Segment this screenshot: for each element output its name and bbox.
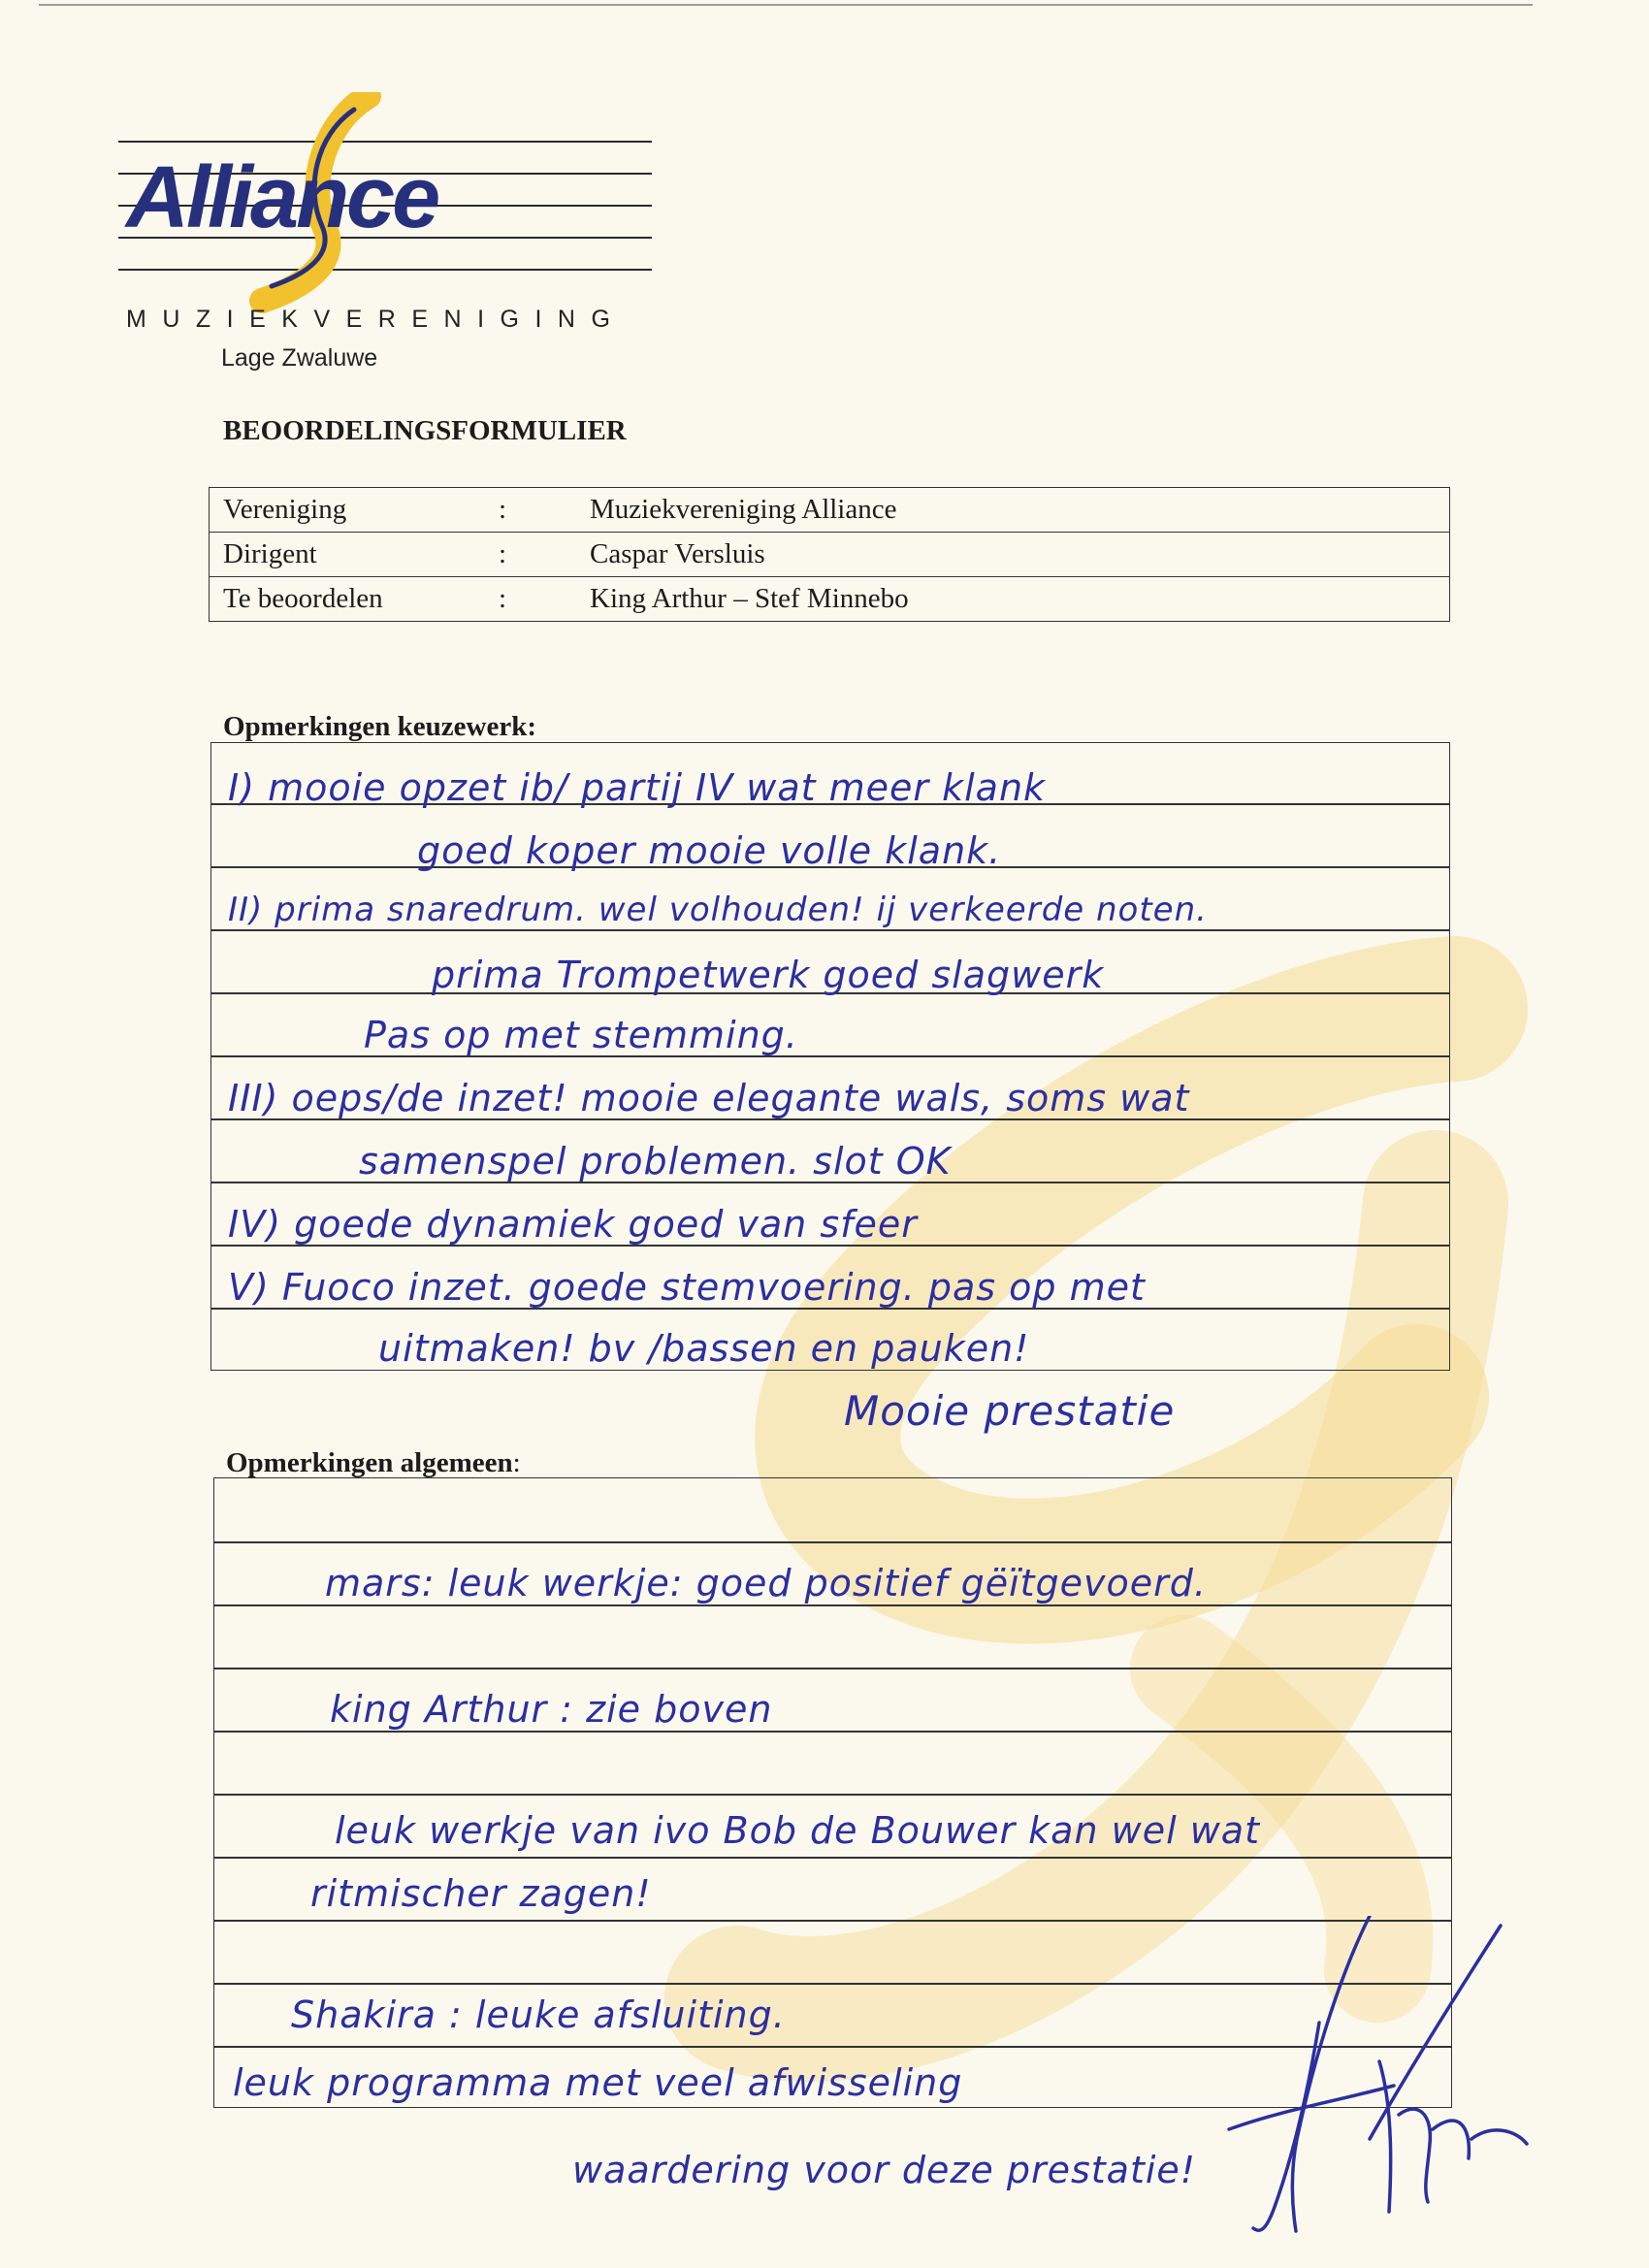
keuzewerk-line-8: IV) goede dynamiek goed van sfeer bbox=[228, 1203, 918, 1246]
keuzewerk-line-2: goed koper mooie volle klank. bbox=[417, 829, 1002, 872]
algemeen-closing-remark: waardering voor deze prestatie! bbox=[572, 2149, 1197, 2191]
info-row-te-beoordelen bbox=[210, 577, 1450, 622]
keuzewerk-heading bbox=[223, 711, 536, 743]
algemeen-line-1: mars: leuk werkje: goed positief gëïtgevoerd. bbox=[325, 1562, 1207, 1604]
info-value: Muziekvereniging Alliance bbox=[576, 488, 1450, 533]
algemeen-line-2: king Arthur : zie boven bbox=[330, 1688, 773, 1731]
info-label: Te beoordelen bbox=[210, 577, 486, 622]
info-separator: : bbox=[485, 488, 576, 533]
info-value: King Arthur – Stef Minnebo bbox=[576, 577, 1450, 622]
algemeen-heading bbox=[226, 1447, 521, 1479]
logo-subtitle: MUZIEKVERENIGING bbox=[126, 306, 627, 333]
info-separator: : bbox=[485, 533, 576, 577]
algemeen-heading-colon: : bbox=[512, 1447, 521, 1478]
keuzewerk-heading-colon: : bbox=[527, 711, 537, 742]
keuzewerk-line-6: III) oeps/de inzet! mooie elegante wals, soms wat bbox=[228, 1077, 1190, 1119]
info-label: Vereniging bbox=[210, 488, 486, 533]
info-row-vereniging bbox=[210, 488, 1450, 533]
algemeen-line-3: leuk werkje van ivo Bob de Bouwer kan wel wat bbox=[335, 1809, 1260, 1852]
algemeen-line-6: leuk programma met veel afwisseling bbox=[233, 2061, 963, 2104]
info-table bbox=[209, 487, 1450, 622]
info-value: Caspar Versluis bbox=[576, 533, 1450, 577]
algemeen-heading-text: Opmerkingen algemeen bbox=[226, 1447, 513, 1478]
info-separator: : bbox=[485, 577, 576, 622]
form-title: BEOORDELINGSFORMULIER bbox=[223, 415, 627, 446]
info-row-dirigent bbox=[210, 533, 1450, 577]
signature bbox=[1224, 1916, 1535, 2236]
keuzewerk-heading-text: Opmerkingen keuzewerk bbox=[223, 711, 528, 742]
algemeen-line-4: ritmischer zagen! bbox=[310, 1872, 652, 1915]
logo-wordmark: Alliance bbox=[126, 149, 438, 246]
keuzewerk-line-3: II) prima snaredrum. wel volhouden! ij verkeerde noten. bbox=[228, 891, 1208, 929]
keuzewerk-line-10: uitmaken! bv /bassen en pauken! bbox=[378, 1327, 1030, 1370]
keuzewerk-line-9: V) Fuoco inzet. goede stemvoering. pas op met bbox=[228, 1266, 1146, 1309]
logo-place: Lage Zwaluwe bbox=[221, 344, 378, 372]
keuzewerk-line-1: I) mooie opzet ib/ partij IV wat meer klank bbox=[228, 766, 1047, 809]
info-label: Dirigent bbox=[210, 533, 486, 577]
keuzewerk-closing-remark: Mooie prestatie bbox=[844, 1387, 1176, 1435]
algemeen-line-5: Shakira : leuke afsluiting. bbox=[291, 1993, 786, 2036]
keuzewerk-line-4: prima Trompetwerk goed slagwerk bbox=[432, 954, 1105, 996]
keuzewerk-line-5: Pas op met stemming. bbox=[364, 1014, 798, 1056]
alliance-logo bbox=[116, 92, 660, 372]
keuzewerk-line-7: samenspel problemen. slot OK bbox=[359, 1140, 952, 1183]
